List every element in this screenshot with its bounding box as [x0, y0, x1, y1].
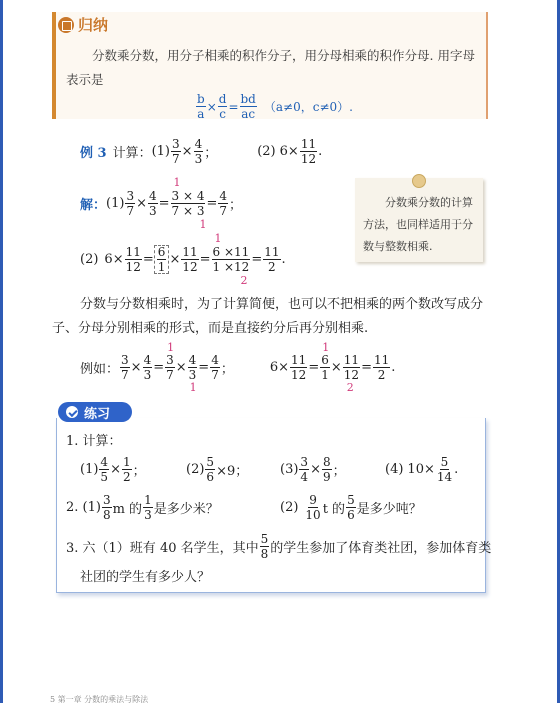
practice-2b: (2) $\frac{9}{10}$ t 的 $\frac{5}{6}$ 是多少吨？: [280, 493, 422, 522]
summary-text: 分数乘分数，用分子相乘的积作分子，用分母相乘的积作分母. 用字母表示是: [66, 48, 475, 87]
practice-3-line1: 3. 六（1）班有 40 名学生，其中 $\frac{5}{8}$ 的学生参加了体育类社团，参加体育类: [66, 532, 492, 561]
exl-a-frac3: $\frac{3}{7}$: [166, 353, 174, 382]
sol2-frac-product: $\frac{6 \times 11}{1 \times 12}$: [212, 245, 250, 274]
summary-heading: 归纳: [58, 14, 108, 35]
practice-1-item-2: (2) $\frac{5}{6}$ ×9；: [186, 455, 249, 484]
solution-line-2: (2) 6 × $\frac{11}{12}$ = $\frac{6}{1}$ × $\frac{11}{12}$ = 1 $\frac{6 \times 11}{1 \times 12}$ 2 = $\frac{11}{2}$ .: [80, 232, 286, 287]
ex3-q1-frac2: $\frac{4}{3}$: [194, 137, 203, 166]
ex3-q2-frac: $\frac{11}{12}$: [300, 137, 317, 166]
exl-b-frac1: $\frac{11}{12}$: [291, 353, 307, 382]
paragraph-text: 分数与分数相乘时，为了计算简便，也可以不把相乘的两个数改写成分子、分母分别相乘的形式，而是直接约分后再分别相乘.: [52, 297, 484, 336]
practice-1-item-1: (1) $\frac{4}{5}$ × $\frac{1}{2}$ ；: [80, 455, 146, 484]
p2a-frac1: $\frac{3}{8}$: [102, 493, 111, 522]
summary-formula: $\frac{b}{a}$ × $\frac{d}{c}$ = $\frac{bd}{ac}$ （a≠0，c≠0）.: [197, 92, 353, 121]
exl-b-frac3: $\frac{11}{12}$: [343, 353, 360, 382]
sol1-frac1: $\frac{3}{7}$: [126, 189, 135, 218]
practice-icon: [66, 406, 78, 418]
formula-frac-d-c: $\frac{d}{c}$: [218, 92, 227, 121]
exl-a-frac1: $\frac{3}{7}$: [121, 353, 129, 382]
sol2-frac1: $\frac{11}{12}$: [125, 245, 141, 274]
pin-icon: [412, 174, 426, 188]
note-card: 分数乘分数的计算方法，也同样适用于分数与整数相乘.: [355, 178, 483, 262]
p1-4-frac: $\frac{5}{14}$: [436, 455, 453, 484]
practice-1-item-3: (3) $\frac{3}{4}$ × $\frac{8}{9}$ ；: [280, 455, 346, 484]
p3-frac: $\frac{5}{8}$: [260, 532, 269, 561]
ex3-q1-frac1: $\frac{3}{7}$: [172, 137, 180, 166]
practice-header: 练习: [58, 402, 132, 422]
practice-3-line2: 社团的学生有多少人？: [80, 570, 211, 585]
p1-3-frac1: $\frac{3}{4}$: [300, 455, 309, 484]
sol1-frac2: $\frac{4}{3}$: [148, 189, 157, 218]
formula-frac-bd-ac: $\frac{bd}{ac}$: [240, 92, 256, 121]
exl-a-frac4: $\frac{4}{3}$: [188, 353, 197, 382]
formula-frac-b-a: $\frac{b}{a}$: [197, 92, 205, 121]
exl-b-frac2: $\frac{6}{1}$: [321, 353, 329, 382]
sol2-frac-result: $\frac{11}{2}$: [264, 245, 280, 274]
solution-line-1: 解： (1) $\frac{3}{7}$ × $\frac{4}{3}$ = 1 $\frac{3 \times 4}{7 \times 3}$ 1 = $\frac{4}{7}$ ；: [80, 176, 243, 231]
p1-3-frac2: $\frac{8}{9}$: [322, 455, 331, 484]
exl-b-result: $\frac{11}{2}$: [373, 353, 390, 382]
sol2-frac-whole: $\frac{6}{1}$: [157, 245, 166, 274]
sol2-frac2: $\frac{11}{12}$: [182, 245, 198, 274]
practice-1-label: 1. 计算：: [66, 434, 122, 449]
exl-a-result: $\frac{4}{7}$: [211, 353, 219, 382]
p1-1-frac1: $\frac{4}{5}$: [100, 455, 109, 484]
p2b-frac2: $\frac{5}{6}$: [347, 493, 355, 522]
exl-a-frac2: $\frac{4}{3}$: [143, 353, 152, 382]
p1-1-frac2: $\frac{1}{2}$: [122, 455, 131, 484]
footer: 5 第一章 分数的乘法与除法: [50, 695, 149, 704]
practice-2a: 2. (1) $\frac{3}{8}$ m 的 $\frac{1}{3}$ 是多少米？: [66, 493, 219, 522]
sol1-frac-result: $\frac{4}{7}$: [219, 189, 228, 218]
p2b-frac1: $\frac{9}{10}$: [305, 493, 321, 522]
p2a-frac2: $\frac{1}{3}$: [144, 493, 152, 522]
practice-1-item-4: (4) 10× $\frac{5}{14}$ .: [385, 455, 459, 484]
example3-line: 例 3 计算： (1) $\frac{3}{7}$ × $\frac{4}{3}$ ； (2) 6 × $\frac{11}{12}$ .: [80, 137, 323, 166]
summary-icon: [58, 17, 74, 33]
example-line: 例如： $\frac{3}{7}$ × $\frac{4}{3}$ = 1 $\frac{3}{7}$ × $\frac{4}{3}$ 1 = $\frac{4}{7}$ ； 6 × $\frac{11}{12}$ = 1 $\frac{6}{1}$ × $\frac{11}{12}$ 2 = $\frac{11}{2}$ .: [80, 341, 396, 394]
sol1-frac-product: $\frac{3 \times 4}{7 \times 3}$: [171, 189, 205, 218]
p1-2-frac1: $\frac{5}{6}$: [206, 455, 215, 484]
